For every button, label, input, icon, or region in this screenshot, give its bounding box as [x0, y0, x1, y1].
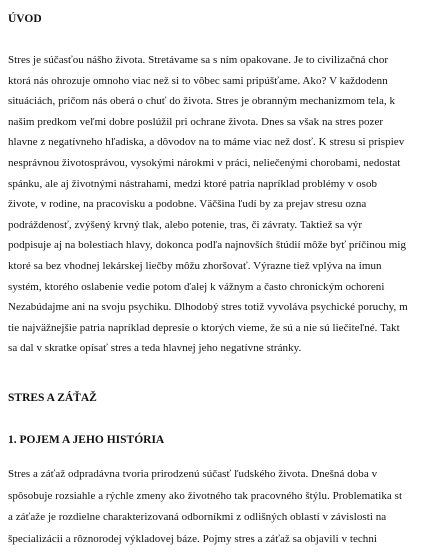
heading-pojem-a-jeho-historia: 1. POJEM A JEHO HISTÓRIA — [8, 434, 165, 446]
paragraph-line: ktoré sa bez vhodnej lekárskej liečby môžu zhoršovať. Výrazne tiež vplýva na imun — [8, 260, 382, 272]
paragraph-line: a záťaže je rozdielne charakterizovaná odborníkmi z odlišných oblastí v závislosti na — [8, 511, 387, 523]
paragraph-line: tie najväžnejšie patria napríklad depresie o ktorých vieme, že sú a nie sú liečiteľné. Takt — [8, 321, 400, 334]
paragraph-line: sa dal v skratke opísať stres a teda hlavnej jeho negatívne stránky. — [8, 342, 302, 355]
paragraph-line: spánku, ale aj životnými nástrahami, medzi ktoré patria napríklad problémy v osob — [8, 177, 378, 190]
paragraph-line: Stres a záťaž odpradávna tvoria prirodzenú súčasť ľudského života. Dnešná doba v — [8, 468, 378, 480]
paragraph-line: našim predkom veľmi dobre poslúžil pri ochrane života. Dnes sa však na stres pozer — [8, 115, 384, 128]
paragraph-line: nesprávnou životosprávou, vysokými nárokmi v práci, neliečenými chorobami, nedostat — [8, 157, 401, 169]
paragraph-line: podráždenosť, zvýšený krvný tlak, alebo potenie, tras, či závraty. Taktiež sa výr — [8, 218, 363, 231]
paragraph-line: systém, ktorého oslabenie vedie potom ďalej k vážnym a často chronickým ochoreni — [8, 280, 385, 293]
paragraph-line: ktorá nás ohrozuje omnoho viac než si to vôbec sami pripúšťame. Ako? V každodenn — [8, 74, 388, 87]
paragraph-line: hlavne z negatívneho hľadiska, a dôvodov na to máme viac než dosť. K stresu si prispiev — [8, 136, 405, 149]
paragraph-line: Nezabúdajme ani na svoju psychiku. Dlhodobý stres totiž vyvoláva psychické poruchy, m — [8, 301, 408, 314]
paragraph-line: podpisuje aj na bolestiach hlavy, dokonca podľa najnovších štúdií môže byť príčinou mig — [8, 239, 407, 252]
paragraph-line: situáciách, pričom nás oberá o chuť do života. Stres je obranným mechanizmom tela, k — [8, 95, 396, 108]
paragraph-line: živote, v rodine, na pracovisku a podobne. Väčšina ľudí by za prejav stresu ozna — [8, 198, 367, 211]
paragraph-line: špecializácii a rôznorodej výkladovej báze. Pojmy stres a záťaž sa objavili v techni — [8, 532, 378, 545]
paragraph-line: Stres je súčasťou nášho života. Stretávame sa s ním opakovane. Je to civilizačná chor — [8, 54, 389, 66]
paragraph-line: spôsobuje rozsiahle a rýchle zmeny ako životného tak pracovného štýlu. Problematika st — [8, 489, 403, 502]
heading-uvod: ÚVOD — [8, 13, 42, 25]
heading-stres-a-zataz: STRES A ZÁŤAŽ — [8, 392, 97, 404]
